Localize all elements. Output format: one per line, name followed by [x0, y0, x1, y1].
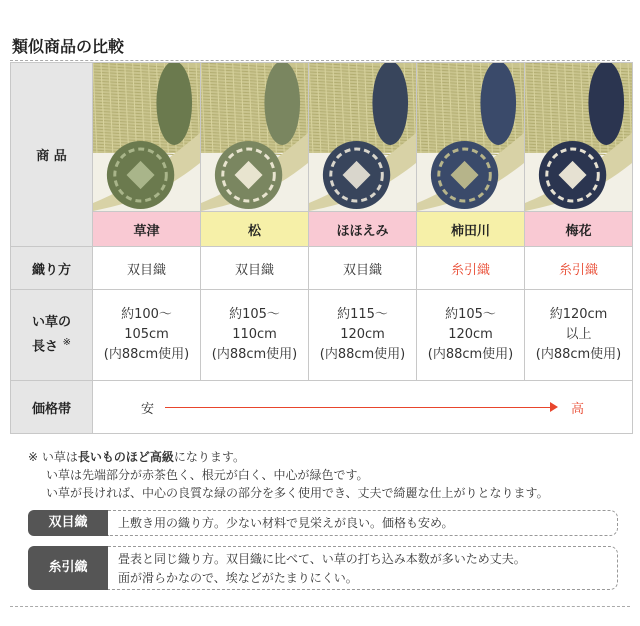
length-line: 120cm — [448, 327, 493, 342]
note-text: になります。 — [173, 450, 245, 464]
tatami-image — [417, 63, 524, 211]
product-name-hohoemi: ほほえみ — [309, 212, 417, 247]
notes — [28, 448, 549, 502]
product-image-kakitagawa — [417, 63, 525, 212]
weave-kusatsu: 双目織 — [93, 247, 201, 290]
arrow-right-icon — [550, 402, 558, 412]
length-line: 約115～ — [337, 307, 388, 322]
term-description — [108, 510, 618, 536]
note-mark: ※ — [28, 450, 39, 464]
row-header-product: 商 品 — [11, 63, 93, 247]
term-description — [108, 546, 618, 590]
length-line: (内88cm使用) — [103, 347, 190, 362]
note-emphasis: 長いものほど高級 — [77, 450, 174, 464]
product-name-kusatsu: 草津 — [93, 212, 201, 247]
note-text: い草は — [41, 450, 78, 464]
term-futame — [28, 510, 618, 536]
tatami-image — [93, 63, 200, 211]
length-line: 110cm — [232, 327, 277, 342]
tatami-image — [201, 63, 308, 211]
price-arrow-line — [165, 407, 552, 408]
term-label: 糸引織 — [28, 546, 108, 590]
comparison-table — [10, 62, 633, 434]
note-line-2: い草は先端部分が赤茶色く、根元が白く、中心が緑色です。 — [46, 468, 369, 482]
note-line-1 — [28, 448, 549, 466]
length-line: 約105～ — [229, 307, 280, 322]
length-line: (内88cm使用) — [319, 347, 406, 362]
product-name-matsu: 松 — [201, 212, 309, 247]
term-desc-line: 畳表と同じ織り方。双目織に比べて、い草の打ち込み本数が多いため丈夫。 — [118, 552, 526, 566]
length-line: 以上 — [565, 327, 592, 342]
length-header-line2: 長さ — [32, 339, 59, 355]
note-line-3: い草が長ければ、中心の良質な緑の部分を多く使用でき、丈夫で綺麗な仕上がりとなります。 — [46, 486, 549, 500]
length-line: (内88cm使用) — [427, 347, 514, 362]
weave-matsu: 双目織 — [201, 247, 309, 290]
term-label: 双目織 — [28, 510, 108, 536]
title-divider — [10, 60, 630, 61]
product-name-baika: 梅花 — [525, 212, 633, 247]
length-line: 約120cm — [549, 307, 608, 322]
weave-hohoemi: 双目織 — [309, 247, 417, 290]
weave-baika: 糸引織 — [525, 247, 633, 290]
tatami-image — [525, 63, 632, 211]
length-line: 120cm — [340, 327, 385, 342]
page-title: 類似商品の比較 — [12, 37, 125, 56]
price-low-label: 安 — [141, 402, 155, 417]
length-baika — [525, 290, 633, 381]
weave-kakitagawa: 糸引織 — [417, 247, 525, 290]
row-header-price: 価格帯 — [11, 381, 93, 434]
length-line: 約105～ — [445, 307, 496, 322]
product-image-baika — [525, 63, 633, 212]
price-range-cell — [93, 381, 633, 434]
length-note-mark: ※ — [62, 336, 71, 348]
row-header-weave: 織り方 — [11, 247, 93, 290]
length-line: 約100～ — [121, 307, 172, 322]
bottom-divider — [10, 606, 630, 607]
length-kakitagawa — [417, 290, 525, 381]
length-matsu — [201, 290, 309, 381]
length-line: (内88cm使用) — [211, 347, 298, 362]
length-line: (内88cm使用) — [535, 347, 622, 362]
row-header-length — [11, 290, 93, 381]
length-hohoemi — [309, 290, 417, 381]
product-image-matsu — [201, 63, 309, 212]
price-high-label: 高 — [570, 402, 584, 417]
product-image-kusatsu — [93, 63, 201, 212]
product-image-hohoemi — [309, 63, 417, 212]
term-desc-line: 上敷き用の織り方。少ない材料で見栄えが良い。価格も安め。 — [118, 516, 454, 530]
term-itohiki — [28, 546, 618, 590]
tatami-image — [309, 63, 416, 211]
term-desc-line: 面が滑らかなので、埃などがたまりにくい。 — [118, 571, 358, 585]
length-header-line1: い草の — [31, 314, 71, 330]
length-line: 105cm — [124, 327, 169, 342]
product-name-kakitagawa: 柿田川 — [417, 212, 525, 247]
length-kusatsu — [93, 290, 201, 381]
